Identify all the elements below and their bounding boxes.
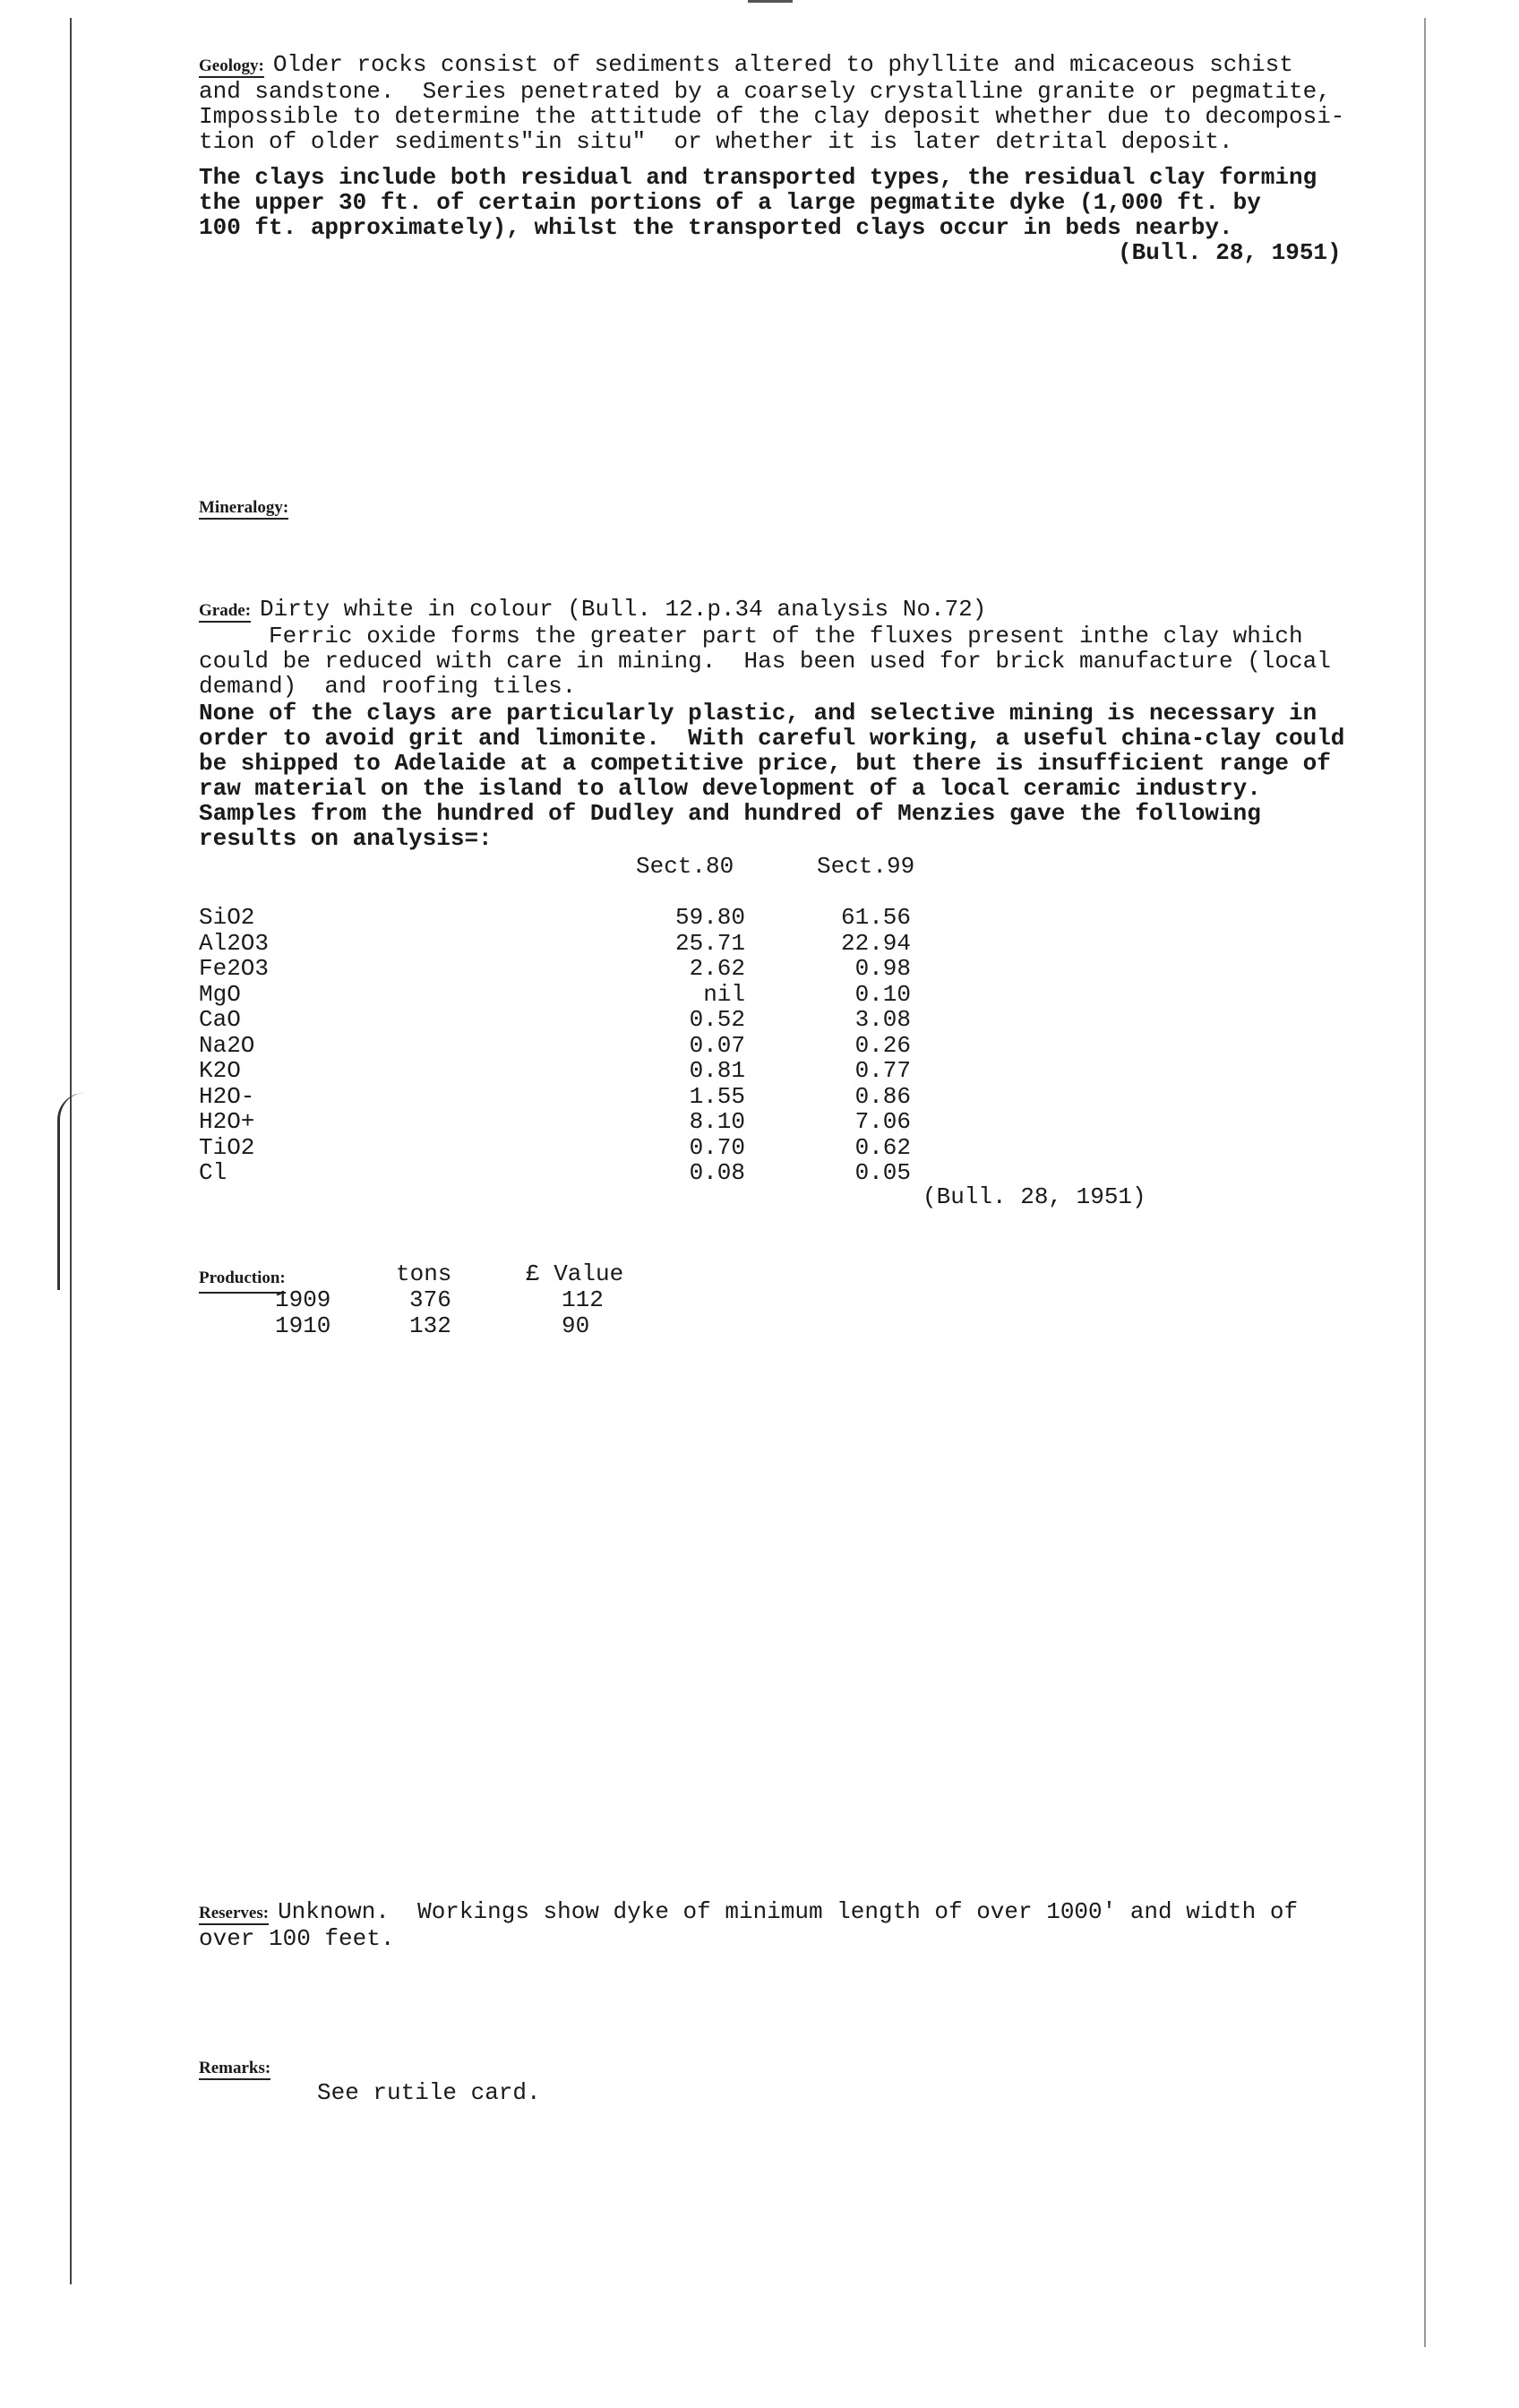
analysis-sect80-value: nil [703, 980, 745, 1008]
grade-line: demand) and roofing tiles. [199, 673, 577, 700]
analysis-sect99-value: 7.06 [854, 1108, 911, 1135]
analysis-component: Cl [199, 1159, 227, 1186]
geology-paragraph-2 [199, 165, 1426, 240]
analysis-component: TiO2 [199, 1133, 255, 1161]
geology-line: Older rocks consist of sediments altered to phyllite and micaceous schist [272, 51, 1293, 78]
grade-line: raw material on the island to allow development of a local ceramic industry. [199, 775, 1261, 802]
production-value: 112 [562, 1286, 604, 1313]
geology-line: the upper 30 ft. of certain portions of a large pegmatite dyke (1,000 ft. by [199, 189, 1261, 216]
analysis-sect80-value: 0.08 [689, 1159, 745, 1186]
analysis-header-sect80: Sect.80 [636, 853, 734, 880]
grade-line: Ferric oxide forms the greater part of the fluxes present inthe clay which [199, 623, 1303, 649]
grade-heading: Grade: [199, 601, 251, 623]
grade-line: None of the clays are particularly plastic, and selective mining is necessary in [199, 700, 1317, 727]
grade-paragraph-2 [199, 701, 1426, 851]
analysis-component: Na2O [199, 1031, 255, 1059]
component-column [199, 905, 269, 1186]
grade-section [199, 597, 1426, 699]
geology-heading: Geology: [199, 56, 264, 78]
analysis-sect99-value: 0.86 [854, 1082, 911, 1110]
right-page-edge [1424, 18, 1426, 2347]
production-value: 90 [562, 1312, 590, 1339]
analysis-component: SiO2 [199, 904, 255, 931]
analysis-sect80-value: 8.10 [689, 1108, 745, 1135]
geology-line: The clays include both residual and transported types, the residual clay forming [199, 164, 1317, 191]
analysis-sect80-value: 59.80 [674, 904, 745, 931]
analysis-sect80-value: 2.62 [689, 955, 745, 982]
production-year: 1910 [275, 1312, 331, 1339]
analysis-sect99-value: 0.26 [854, 1031, 911, 1059]
analysis-component: H2O- [199, 1082, 255, 1110]
analysis-sect99-value: 0.10 [854, 980, 911, 1008]
grade-line: results on analysis=: [199, 825, 493, 852]
analysis-source: (Bull. 28, 1951) [923, 1183, 1146, 1210]
analysis-sect80-value: 0.07 [689, 1031, 745, 1059]
analysis-component: H2O+ [199, 1108, 255, 1135]
torn-edge-mark [57, 1093, 90, 1290]
analysis-sect80-value: 0.70 [689, 1133, 745, 1161]
sect99-column [803, 905, 911, 1186]
analysis-component: CaO [199, 1006, 241, 1033]
reserves-heading: Reserves: [199, 1904, 269, 1925]
geology-source: (Bull. 28, 1951) [1118, 239, 1342, 266]
production-tons-header: tons [396, 1260, 452, 1287]
analysis-sect80-value: 1.55 [689, 1082, 745, 1110]
analysis-component: Al2O3 [199, 929, 270, 957]
mineralogy-heading: Mineralogy: [199, 498, 288, 520]
analysis-sect80-value: 0.52 [689, 1006, 745, 1033]
sect80-column [638, 905, 745, 1186]
analysis-sect99-value: 3.08 [854, 1006, 911, 1033]
geology-line: tion of older sediments"in situ" or whether it is later detrital deposit. [199, 128, 1233, 155]
analysis-sect99-value: 61.56 [840, 904, 911, 931]
reserves-line: Unknown. Workings show dyke of minimum length of over 1000' and width of [278, 1898, 1299, 1925]
grade-line: Dirty white in colour (Bull. 12.p.34 analysis No.72) [260, 596, 987, 623]
grade-line: could be reduced with care in mining. Has been used for brick manufacture (local [199, 648, 1331, 675]
production-tons: 132 [409, 1312, 451, 1339]
analysis-component: Fe2O3 [199, 955, 270, 982]
analysis-sect99-value: 0.98 [854, 955, 911, 982]
analysis-sect99-value: 22.94 [840, 929, 911, 957]
analysis-table [199, 905, 933, 1191]
production-year: 1909 [275, 1286, 331, 1313]
analysis-sect99-value: 0.05 [854, 1159, 911, 1186]
grade-line: order to avoid grit and limonite. With careful working, a useful china-clay could [199, 725, 1345, 752]
analysis-header-sect99: Sect.99 [817, 853, 915, 880]
production-value-header: £ Value [526, 1260, 624, 1287]
analysis-component: K2O [199, 1057, 241, 1084]
reserves-line: over 100 feet. [199, 1925, 395, 1952]
geology-section [199, 52, 1426, 154]
scan-mark [748, 0, 793, 3]
geology-line: 100 ft. approximately), whilst the transported clays occur in beds nearby. [199, 214, 1233, 241]
grade-line: be shipped to Adelaide at a competitive price, but there is insufficient range of [199, 750, 1331, 777]
production-tons: 376 [409, 1286, 451, 1313]
remarks-heading: Remarks: [199, 2059, 270, 2080]
geology-line: Impossible to determine the attitude of the clay deposit whether due to decomposi- [199, 103, 1345, 130]
analysis-sect80-value: 25.71 [674, 929, 745, 957]
remarks-text: See rutile card. [317, 2079, 541, 2106]
reserves-section [199, 1899, 1426, 1951]
production-heading: Production: [199, 1265, 286, 1294]
analysis-sect80-value: 0.81 [689, 1057, 745, 1084]
analysis-sect99-value: 0.62 [854, 1133, 911, 1161]
analysis-component: MgO [199, 980, 241, 1008]
grade-line: Samples from the hundred of Dudley and hundred of Menzies gave the following [199, 800, 1261, 827]
geology-line: and sandstone. Series penetrated by a coarsely crystalline granite or pegmatite, [199, 78, 1331, 105]
analysis-sect99-value: 0.77 [854, 1057, 911, 1084]
